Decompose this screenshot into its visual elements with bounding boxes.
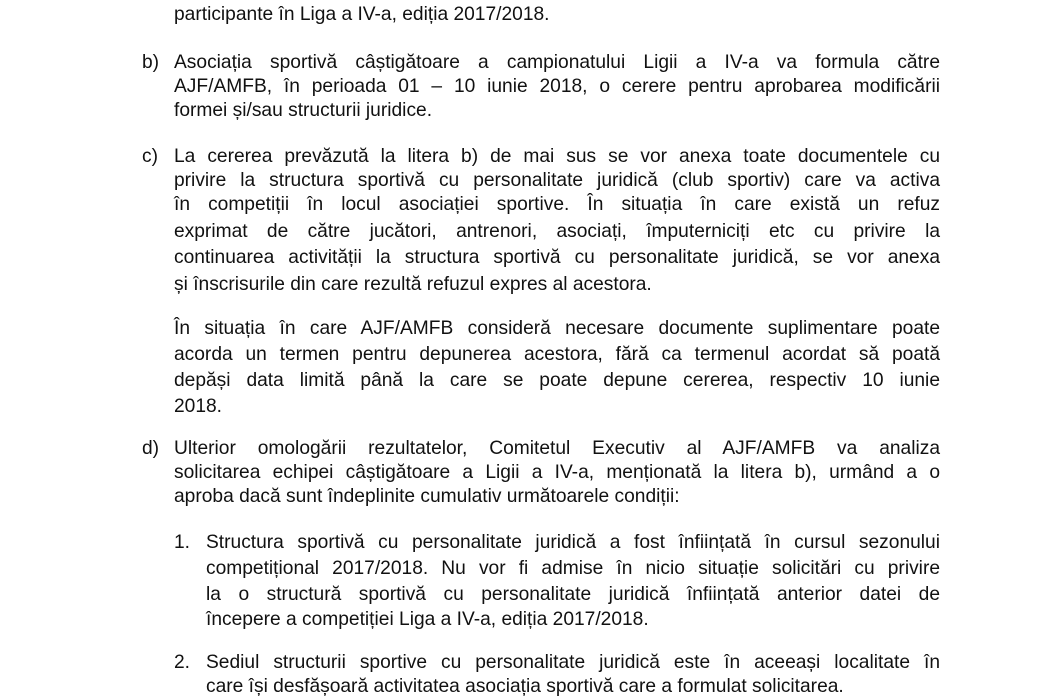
item-b-line-3: formei și/sau structurii juridice. bbox=[174, 100, 433, 121]
sub-item-1-line-1: Structura sportivă cu personalitate juridică a fost înființată în cursul sezonului bbox=[206, 532, 940, 553]
item-c-line-2: privire la structura sportivă cu personalitate juridică (club sportiv) care va activa bbox=[174, 170, 940, 191]
item-b-marker: b) bbox=[142, 52, 160, 73]
sub-item-2-line-2: care își desfășoară activitatea asociația sportivă care a formulat solicitarea. bbox=[206, 676, 844, 697]
item-d-marker: d) bbox=[142, 438, 160, 459]
item-c-line-6: și înscrisurile din care rezultă refuzul expres al acestora. bbox=[174, 274, 652, 295]
item-c-marker: c) bbox=[142, 146, 158, 167]
sub-item-1-line-3: la o structură sportivă cu personalitate juridică înființată anterior datei de bbox=[206, 584, 940, 605]
sub-item-1-marker: 1. bbox=[174, 532, 191, 553]
item-c-line-1: La cererea prevăzută la litera b) de mai sus se vor anexa toate documentele cu bbox=[174, 146, 940, 167]
item-d-line-2: solicitarea echipei câștigătoare a Ligii a IV-a, menționată la litera b), urmând a o bbox=[174, 462, 940, 483]
item-c-line-5: continuarea activității la structura sportivă cu personalitate juridică, se vor anexa bbox=[174, 247, 940, 268]
item-d-line-1: Ulterior omologării rezultatelor, Comitetul Executiv al AJF/AMFB va analiza bbox=[174, 438, 940, 459]
item-c-line-3: în competiții în locul asociației sportive. În situația în care există un refuz bbox=[174, 194, 940, 215]
item-d-line-3: aproba dacă sunt îndeplinite cumulativ următoarele condiții: bbox=[174, 486, 680, 507]
item-c-p2-line-4: 2018. bbox=[174, 396, 223, 417]
sub-item-1-line-4: începere a competiției Liga a IV-a, ediția 2017/2018. bbox=[206, 609, 649, 630]
item-b-line-1: Asociația sportivă câștigătoare a campionatului Ligii a IV-a va formula către bbox=[174, 52, 940, 73]
sub-item-2-marker: 2. bbox=[174, 652, 191, 673]
sub-item-1-line-2: competițional 2017/2018. Nu vor fi admise în nicio situație solicitări cu privire bbox=[206, 558, 940, 579]
item-c-p2-line-2: acorda un termen pentru depunerea acestora, fără ca termenul acordat să poată bbox=[174, 344, 940, 365]
intro-line: participante în Liga a IV-a, ediția 2017/2018. bbox=[174, 4, 550, 25]
item-b-line-2: AJF/AMFB, în perioada 01 – 10 iunie 2018, o cerere pentru aprobarea modificării bbox=[174, 76, 940, 97]
item-c-p2-line-3: depăși data limită până la care se poate depune cererea, respectiv 10 iunie bbox=[174, 370, 940, 391]
item-c-p2-line-1: În situația în care AJF/AMFB consideră necesare documente suplimentare poate bbox=[174, 318, 940, 339]
item-c-line-4: exprimat de către jucători, antrenori, asociați, împuterniciți etc cu privire la bbox=[174, 221, 940, 242]
sub-item-2-line-1: Sediul structurii sportive cu personalitate juridică este în aceeași localitate în bbox=[206, 652, 940, 673]
